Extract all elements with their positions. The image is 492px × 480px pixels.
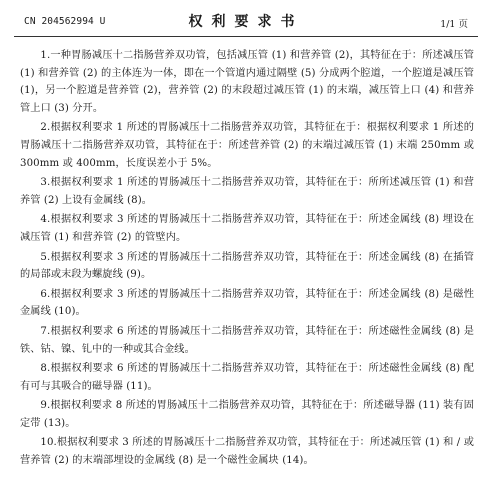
claim-5: 5.根据权利要求 3 所述的胃肠减压十二指肠营养双功管，其特征在于：所述金属线 (8) 在插管的局部或末段为螺旋线 (9)。 — [20, 251, 474, 281]
page-header — [14, 8, 478, 30]
claim-6: 6.根据权利要求 3 所述的胃肠减压十二指肠营养双功管，其特征在于：所述金属线 (8) 是磁性金属线 (10)。 — [20, 288, 474, 318]
claim-4: 4.根据权利要求 3 所述的胃肠减压十二指肠营养双功管，其特征在于：所述金属线 (8) 埋设在减压管 (1) 和营养管 (2) 的管壁内。 — [20, 214, 474, 243]
claims-list — [14, 47, 478, 470]
claim-9: 9.根据权利要求 8 所述的胃肠减压十二指肠营养双功管，其特征在于：所述磁导器 (11) 装有固定带 (13)。 — [20, 400, 474, 429]
document-number: CN 204562994 U — [24, 16, 106, 27]
claim-1: 1.一种胃肠减压十二指肠营养双功管，包括减压管 (1) 和营养管 (2)，其特征在于：所述减压管 (1) 和营养管 (2) 的主体连为一体，即在一个管道内通过隔壁 (5) 分成两个腔道，一个腔道是减压管 (1)，另一个腔道是营养管 (2)，营养管 (2) 的末段超过减压管 (1) 的末端，减压管上口 (4) 和营养管上口 (3) 分开。 — [20, 50, 474, 114]
claim-2: 2.根据权利要求 1 所述的胃肠减压十二指肠营养双功管，其特征在于：根据权利要求 1 所述的胃肠减压十二指肠营养双功管，其特征在于：所述营养管 (2) 的末端过减压管 (1) 末端 250mm 或 300mm 或 400mm，长度误差小于 5%。 — [20, 122, 474, 169]
page-title: 权利要求书 — [188, 14, 304, 30]
page-number: 1/1 页 — [440, 19, 468, 30]
claim-8: 8.根据权利要求 6 所述的胃肠减压十二指肠营养双功管，其特征在于：所述磁性金属线 (8) 配有可与其吸合的磁导器 (11)。 — [20, 363, 474, 392]
claim-7: 7.根据权利要求 6 所述的胃肠减压十二指肠营养双功管，其特征在于：所述磁性金属线 (8) 是铁、钴、镍、钆中的一种或其合金线。 — [20, 325, 474, 355]
header-divider — [14, 36, 478, 37]
claim-10: 10.根据权利要求 3 所述的胃肠减压十二指肠营养双功管，其特征在于：所述减压管 (1) 和 / 或营养管 (2) 的末端部埋设的金属线 (8) 是一个磁性金属块 (14)。 — [20, 437, 474, 467]
claim-3: 3.根据权利要求 1 所述的胃肠减压十二指肠营养双功管，其特征在于：所所述减压管 (1) 和营养管 (2) 上设有金属线 (8)。 — [20, 177, 474, 206]
